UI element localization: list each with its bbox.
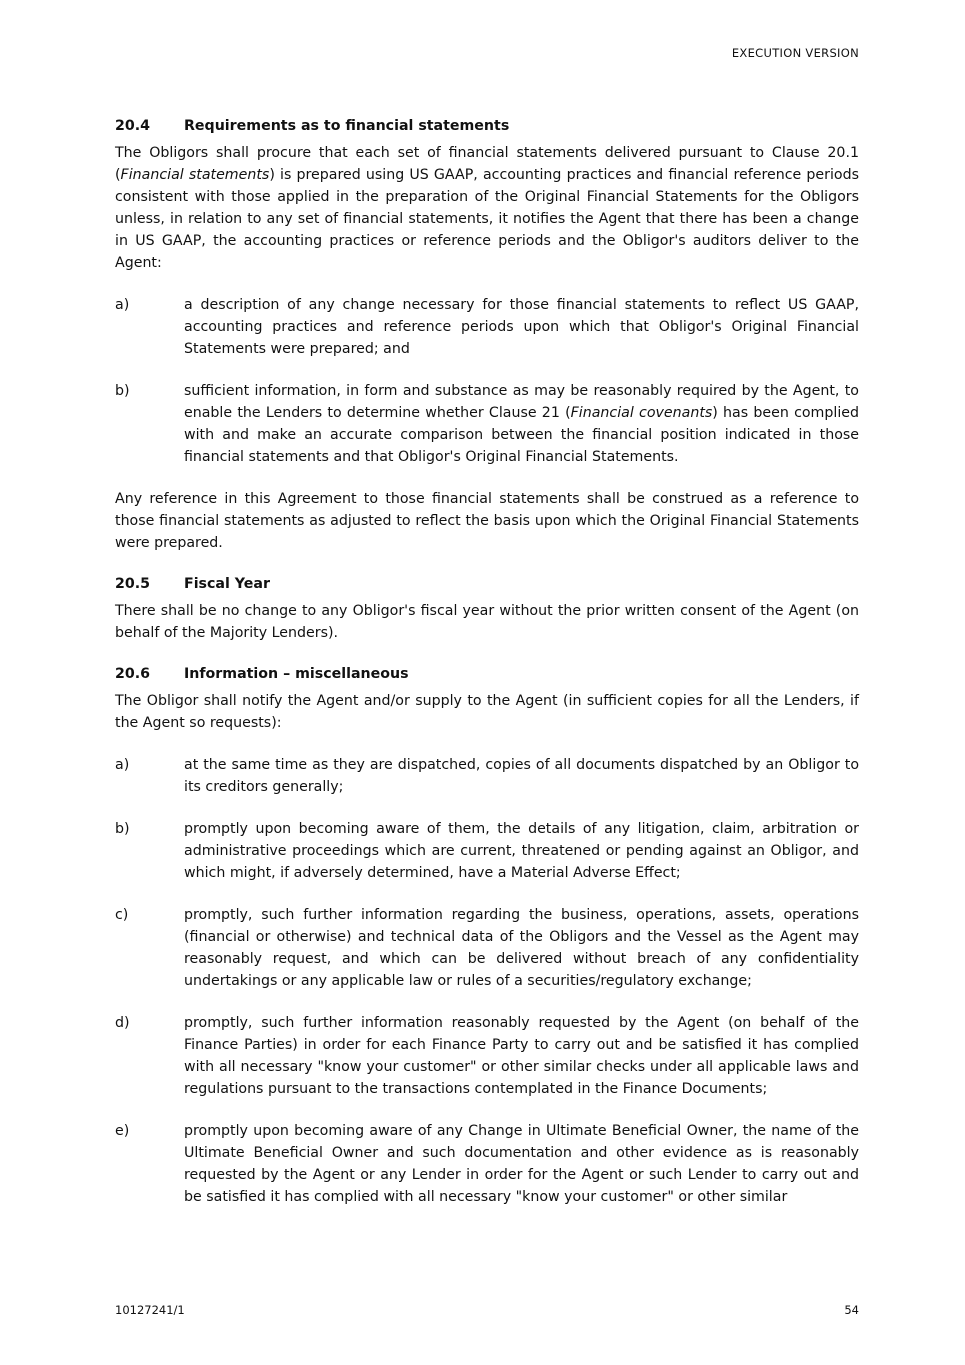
section-20-4-intro: The Obligors shall procure that each set of financial statements delivered pursuant to Clause 20.1 (Financial statements) is prepared using US GAAP, accounting practices and financial reference periods consistent with those applied in the preparation of the Original Financial Statements for the Obligors unless, in relation to any set of financial statements, it notifies the Agent that there has been a change in US GAAP, the accounting practices or reference periods and the Obligor's auditors deliver to the Agent: <box>115 145 859 271</box>
list-item-text: a description of any change necessary for those financial statements to reflect US GAAP, accounting practices and reference periods upon which that Obligor's Original Financial Statements were prepared; and <box>184 297 859 357</box>
list-item-text: at the same time as they are dispatched, copies of all documents dispatched by an Obligor to its creditors generally; <box>184 757 859 795</box>
section-number: 20.5 <box>115 576 151 592</box>
section-20-6-intro: The Obligor shall notify the Agent and/or supply to the Agent (in sufficient copies for all the Lenders, if the Agent so requests): <box>115 693 859 731</box>
list-item-text: promptly upon becoming aware of any Change in Ultimate Beneficial Owner, the name of the Ultimate Beneficial Owner and such documentation and other evidence as is reasonably requested by the Agent or any Lender in order for the Agent or such Lender to carry out and be satisfied it has complied with all necessary "know your customer" or other similar <box>184 1123 859 1205</box>
list-item-text: promptly, such further information reasonably requested by the Agent (on behalf of the Finance Parties) in order for each Finance Party to carry out and be satisfied it has complied with all necessary "know your customer" or other similar checks under all applicable laws and regulations pursuant to the transactions contemplated in the Finance Documents; <box>184 1015 859 1097</box>
list-item-20-6-e <box>115 1120 859 1208</box>
section-number: 20.4 <box>115 118 151 134</box>
section-heading-20-4 <box>115 115 859 137</box>
list-item-20-6-d <box>115 1012 859 1100</box>
document-version-label: EXECUTION VERSION <box>731 46 859 60</box>
list-item-label: d) <box>115 1015 130 1031</box>
section-20-5-intro: There shall be no change to any Obligor's fiscal year without the prior written consent of the Agent (on behalf of the Majority Lenders). <box>115 603 859 641</box>
document-body <box>115 115 859 1228</box>
list-item-text: promptly upon becoming aware of them, the details of any litigation, claim, arbitration or administrative proceedings which are current, threatened or pending against an Obligor, and which might, if adversely determined, have a Material Adverse Effect; <box>184 821 859 881</box>
list-item-label: b) <box>115 383 130 399</box>
list-item-20-4-a <box>115 294 859 360</box>
section-title: Information – miscellaneous <box>184 666 409 682</box>
section-heading-20-6 <box>115 663 859 685</box>
list-item-20-6-a <box>115 754 859 798</box>
list-item-label: e) <box>115 1123 130 1139</box>
footer-document-id: 10127241/1 <box>115 1303 185 1317</box>
list-item-label: c) <box>115 907 129 923</box>
list-item-label: a) <box>115 757 130 773</box>
section-number: 20.6 <box>115 666 151 682</box>
section-heading-20-5 <box>115 573 859 595</box>
section-title: Fiscal Year <box>184 576 270 592</box>
section-title: Requirements as to financial statements <box>184 118 510 134</box>
footer-page-number: 54 <box>844 1303 859 1317</box>
list-item-text: promptly, such further information regarding the business, operations, assets, operations (financial or otherwise) and technical data of the Obligors and the Vessel as the Agent may reasonably request, and which can be delivered without breach of any confidentiality undertakings or any applicable law or rules of a securities/regulatory exchange; <box>184 907 859 989</box>
list-item-text: sufficient information, in form and substance as may be reasonably required by the Agent, to enable the Lenders to determine whether Clause 21 (Financial covenants) has been complied with and make an accurate comparison between the financial position indicated in those financial statements and that Obligor's Original Financial Statements. <box>184 383 859 465</box>
list-item-20-6-c <box>115 904 859 992</box>
section-20-4-closing: Any reference in this Agreement to those financial statements shall be construed as a reference to those financial statements as adjusted to reflect the basis upon which the Original Financial Statements were prepared. <box>115 491 859 551</box>
list-item-label: a) <box>115 297 130 313</box>
list-item-20-6-b <box>115 818 859 884</box>
list-item-label: b) <box>115 821 130 837</box>
list-item-20-4-b <box>115 380 859 468</box>
